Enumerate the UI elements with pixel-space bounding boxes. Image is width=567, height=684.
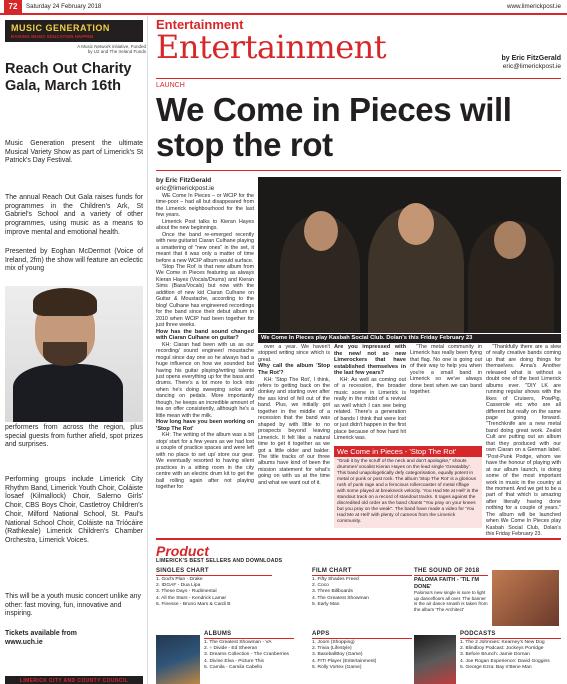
- logo-tagline: A Music Network initiative, Funded by U2 and The Ireland Funds: [77, 44, 146, 55]
- list-item: 2. ÷ Divide - Ed Sheeran: [204, 646, 258, 652]
- interview-question: How long have you been working on 'Stop The Rot': [156, 419, 254, 432]
- article-paragraph: 'Stop The Rot' is that new album from We Come in Pieces featuring as always Kieran Hayes (Vocals/Drums) and Kieran Sims (Bass/Vocals) but now with the addition of new kid Ciaran Culhane on Guitar & Moustache, according to the blog! Culhane has engineered recordings for the band since their debut album in 2010 when WCIP had been together for just three weeks.: [156, 263, 254, 329]
- article-paragraph: KH: Ciaran had been with us as our recording/ sound engineer/ moustache mogul since day one so he always had a huge influence on how we sounded but having his guitar playing/writing talents just opens everything up for the bass and drums. There's a lot more to lock into when he's doing sweeping solos and dancing on pedals. More importantly though, he keeps an incredible amount of tea on offer consistently, although he's a little mean with the milk.: [156, 341, 254, 419]
- podcast-cover: [414, 635, 456, 684]
- list-item: 1. The Greatest Showman - VA: [204, 640, 272, 645]
- artist-photo: [492, 570, 559, 626]
- list-item: 4. Divine Elva - Picture This: [204, 658, 264, 664]
- sidebar-para-1: Music Generation present the ultimate Musical Variety Show as part of Limerick's St Patrick's Day Festival.: [5, 140, 143, 165]
- section-masthead: Entertainment: [156, 28, 387, 66]
- article-paragraph: over a year. We haven't stopped writing since which is great.: [258, 344, 330, 363]
- article-column-2: [258, 344, 330, 524]
- top-bar: [0, 0, 567, 13]
- tickets-label: Tickets available from: [5, 630, 77, 637]
- headline-rule: [156, 170, 561, 171]
- list-item: 3. Three Billboards: [312, 589, 353, 595]
- interview-question: Why call the album 'Stop The Rot'?: [258, 363, 330, 376]
- product-tagline: LIMERICK'S BEST SELLERS AND DOWNLOADS: [156, 558, 283, 564]
- council-logo: LIMERICK CITY AND COUNTY COUNCIL: [5, 676, 143, 684]
- product-title: Product: [156, 543, 209, 559]
- list-item: 3. Dreams Collection - The Cranberries: [204, 652, 289, 658]
- list-item: 5. Rolly Vortex (Game): [312, 664, 362, 670]
- singles-chart-title: SINGLES CHART: [156, 567, 272, 576]
- logo-subtext: RAISING MUSIC EDUCATION HAPPEN: [11, 34, 94, 39]
- section-author: [501, 55, 561, 71]
- album-review-box: [334, 446, 482, 528]
- page-number: 72: [4, 0, 22, 13]
- article-column-3: [334, 344, 406, 456]
- article-paragraph: WE Come In Pieces – or WCIP for the time-poor – had all but disappeared from the Limerick neighbourhood for the last few years.: [156, 193, 254, 219]
- article-paragraph: KH: 'Stop The Rot', I think, refers to getting back on the donkey and starting over after the ass kind of fell out of the band. Plus, we initially got together in the middle of a recession that the band was shaped by with little to no prospects beyond leaving Limerick. It felt like a natural time to get it together as we got a little older and balder. The title tracks of our three albums have kind of been the mission statement for what's going on with us at the time and what we want out of it.: [258, 376, 330, 486]
- sidebar-para-3: Presented by Eoghan McDermot (Voice of Ireland, 2fm) the show will feature an eclectic mix of young: [5, 248, 143, 273]
- list-item: 2. Blindboy Podcast: Jockeys Porridge: [460, 646, 544, 652]
- interview-question: How has the band sound changed with Ciaran Culhane on guitar?: [156, 328, 254, 342]
- masthead-rule: [156, 78, 561, 79]
- tickets-info: [5, 630, 143, 647]
- apps-chart-title: APPS: [312, 630, 412, 639]
- article-paragraph: "Thankfully there are a slew of really creative bands coming up that are doing things for themselves. Anna's Another released what is without a doubt one of the best Limerick albums ever. "DIY LK are running regular shows with the likes of Cruisers, PowPig, Casserole etc who are all different but really on the same page going forward. "Trenchknife are a new metal band doing great work. Zealot Cult are putting out an album that they produced with our own Ciaran on a German label. "Post-Punk Podge, whom we have the honour of playing with at our album launch, is doing some of the most important work in music in the country at the moment. And we get to be a part of that which is amazing after literally having done nothing for a couple of years." The album will be launched when We Come In Pieces play Kasbah Social Club, Dolan's this Friday February 23.: [486, 344, 561, 538]
- music-generation-logo: [5, 20, 143, 42]
- headline: We Come in Pieces will stop the rot: [156, 91, 512, 163]
- sidebar-title: Reach Out Charity Gala, March 16th: [5, 61, 132, 94]
- presenter-photo: [5, 286, 143, 422]
- list-item: 3. These Days - Rudimental: [156, 589, 217, 595]
- section-label: Entertainment: [156, 17, 244, 32]
- top-rule: [0, 13, 567, 15]
- sidebar-para-2: The annual Reach Out Gala raises funds for programmes in the Children's Ark, St Gabriel's School and a variety of other programmes, using music as a means to improve mental and emotional health.: [5, 194, 143, 236]
- list-item: 5. George Ezra: Bay n'Bene Man: [460, 664, 532, 670]
- issue-date: Saturday 24 February 2018: [26, 3, 102, 10]
- list-item: 1. God's Plan - Drake: [156, 577, 203, 582]
- singles-chart: [156, 567, 272, 608]
- band-photo: [258, 177, 561, 333]
- sound-song: PALOMA FAITH - 'TIL I'M DONE': [414, 577, 480, 590]
- article-column-1: [156, 193, 254, 538]
- list-item: 2. Trivia (Lifestyle): [312, 646, 352, 652]
- podcasts-chart: [460, 630, 561, 671]
- kicker: LAUNCH: [156, 82, 185, 89]
- article-column-5: [486, 344, 561, 538]
- logo-text: MUSIC GENERATION: [11, 23, 110, 33]
- byline-email[interactable]: eric@limerickpost.ie: [156, 184, 215, 192]
- albums-chart: [204, 630, 294, 671]
- article-column-4: [410, 344, 482, 456]
- review-body: "Grab it by the scruff of the neck and don't apologise," shouts drummer/ vocalist Kieran Hayes on the lead single 'Greatabby'. This band unapologetically defy categorisation, equally potent in metal or punk or post rock. The album 'Stop The Rot' is a glorious rush of punk rage and a ferocious rollercoaster of metal riffage with some played at breakneck velocity. 'You Had Me at Hell' is the standout track on a record of standout tracks. It rages against the discredited old order as the band chants "You pray on your knees but you pray on the weak". The band have made a video for 'You Had Me at Hell' with plenty of cameos from the Limerick community.: [337, 459, 479, 524]
- apps-chart: [312, 630, 412, 671]
- review-title: We Come in Pieces - 'Stop The Rot': [334, 446, 482, 457]
- albums-chart-title: ALBUMS: [204, 630, 294, 639]
- byline-name: by Eric FitzGerald: [156, 177, 212, 184]
- sound-title: THE SOUND OF 2018: [414, 567, 488, 576]
- interview-question: Are you impressed with the new/ not so new Limerockers that have established themselves in the last few years?: [334, 344, 406, 377]
- list-item: 4. All the Stars - Kendrick Lamar: [156, 595, 227, 601]
- sidebar-para-6: This will be a youth music concert unlike any other: fast moving, fun, innovative and inspiring.: [5, 593, 141, 618]
- article-paragraph: KH: As well as coming out of a recession, the broader music scene in Limerick is really in the midst of a revival as well which I can see being related. There's a generation of bands I think that were lost or just didn't happen in the first place because of how hard hit Limerick was.: [334, 376, 406, 442]
- photo-caption: We Come In Pieces play Kasbah Social Club. Dolan's this Friday February 23: [258, 334, 561, 343]
- list-item: 3. Before Brunch: Jamie Dornan: [460, 652, 530, 658]
- site-url[interactable]: www.limerickpost.ie: [507, 3, 561, 10]
- article-paragraph: "The metal community in Limerick has really been flying that flag. No one is going out of their way to help you when you're a small band in Limerick so we've always done best when we can band together.: [410, 344, 482, 396]
- album-cover: [156, 635, 200, 684]
- list-item: 1. The 2 Johnnies: Kearney's New Dog: [460, 640, 545, 645]
- list-item: 4. The Greatest Showman: [312, 595, 369, 601]
- sidebar-para-5: Performing groups include Limerick City Rhythm Band, Limerick Youth Choir, Coláiste Íosaef (Kilmallock) Choir, Salerno Girls' Choir, CBS Boys Choir, Castletroy Children's Choir, Milford National School, St. Paul's National School Choir, Coláiste na Tríócáire (Rathkeale) Limerick Children's Chamber Orchestra, Limerick Voices.: [5, 476, 143, 544]
- sidebar-para-4: performers from across the region, plus special guests from further afield, spot prizes and surprises.: [5, 424, 143, 449]
- tickets-link[interactable]: www.uch.ie: [5, 638, 43, 646]
- article-paragraph: KH: The writing of the album was a bit stop/ start for a few years as we had lost a couple of practice spaces and were left with no place to set up/ store our gear. We eventually resorted to having silent practices in a sitting room in the city centre with an electric drum kit to get the ball rolling again after not playing together for: [156, 432, 254, 490]
- film-chart-title: FILM CHART: [312, 567, 412, 576]
- film-chart: [312, 567, 412, 608]
- list-item: 5. Camila - Camila Cabello: [204, 664, 263, 670]
- list-item: 5. Early Man: [312, 601, 340, 607]
- article-byline: [156, 177, 214, 192]
- product-section: [156, 538, 561, 684]
- article-paragraph: Once the band re-emerged recently with new guitarist Ciaran Culhane playing a smattering of "new ones" in the set, it meant that it was only a matter of time before a new WCIP album would surface.: [156, 231, 254, 264]
- section-author-name: by Eric FitzGerald: [501, 55, 561, 62]
- list-item: 1. Joom (Shopping): [312, 640, 355, 645]
- list-item: 4. FIT! Player (Entertainment): [312, 658, 377, 664]
- section-author-email[interactable]: eric@limerickpost.ie: [502, 63, 561, 70]
- list-item: 3. BaseballBoy (Game): [312, 652, 363, 658]
- article-paragraph: Limerick Post talks to Kieran Hayes about the new beginnings.: [156, 218, 254, 232]
- sidebar-advert: [0, 16, 148, 684]
- list-item: 1. Fifty Shades Freed: [312, 577, 359, 582]
- list-item: 2. Coco: [312, 583, 329, 589]
- list-item: 4. Joe Rogan Experience: David Goggins: [460, 658, 550, 664]
- list-item: 2. IDGAF - Dua Lipa: [156, 583, 201, 589]
- list-item: 5. Finesse - Bruno Mars & Cardi B: [156, 601, 231, 607]
- podcasts-chart-title: PODCASTS: [460, 630, 561, 639]
- sound-text: Paloma's new single is sure to light up dancefloors all over. The banner is the air dance smash is taken from the album 'The Architect': [414, 590, 488, 612]
- sound-of-2018: [414, 567, 488, 613]
